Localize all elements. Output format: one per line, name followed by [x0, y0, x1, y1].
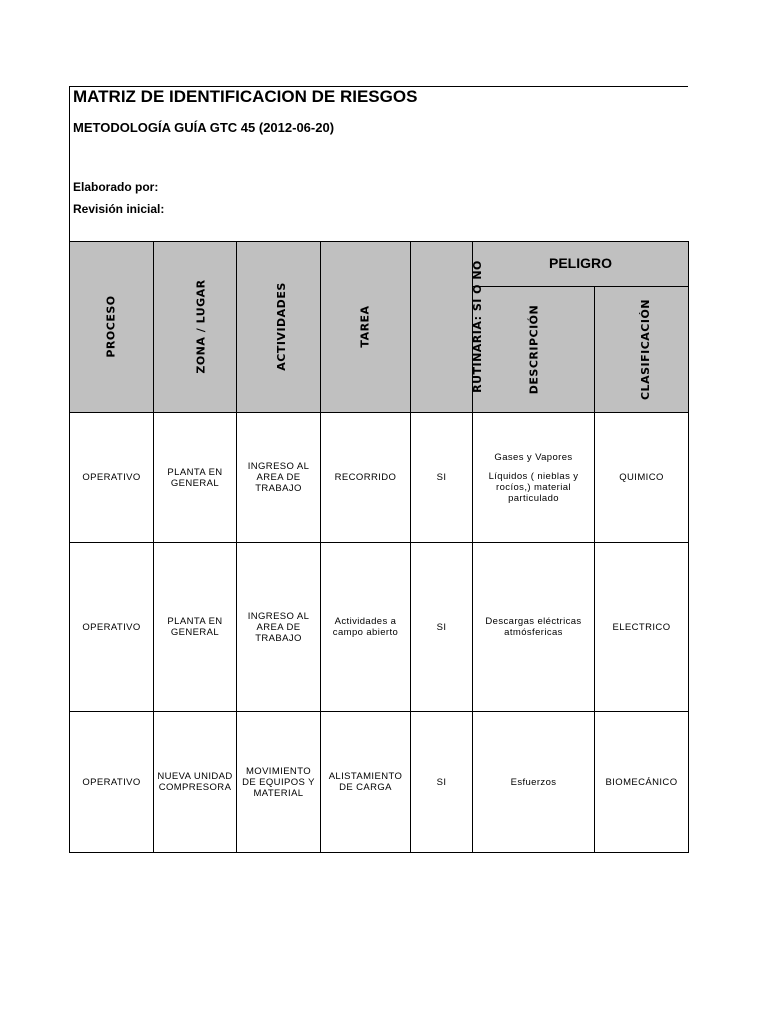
- cell-clasificacion: QUIMICO: [595, 413, 689, 543]
- cell-descripcion: Descargas eléctricas atmósfericas: [473, 543, 595, 712]
- cell-clasificacion: BIOMECÁNICO: [595, 712, 689, 853]
- cell-proceso: OPERATIVO: [70, 543, 154, 712]
- table-row: [70, 712, 689, 853]
- header-descripcion-label: DESCRIPCIÓN: [527, 304, 540, 394]
- descripcion-line-2: Líquidos ( nieblas y rocíos,) material particulado: [488, 470, 579, 504]
- cell-rutinaria: SI: [411, 413, 473, 543]
- header-row: [70, 242, 689, 287]
- cell-actividades: INGRESO AL AREA DE TRABAJO: [237, 413, 321, 543]
- cell-proceso: OPERATIVO: [70, 712, 154, 853]
- header-tarea: [321, 242, 411, 413]
- document-subtitle: METODOLOGÍA GUÍA GTC 45 (2012-06-20): [73, 120, 335, 135]
- cell-zona: PLANTA EN GENERAL: [154, 543, 237, 712]
- cell-tarea: Actividades a campo abierto: [321, 543, 411, 712]
- cell-rutinaria: SI: [411, 543, 473, 712]
- header-actividades-label: ACTIVIDADES: [274, 282, 288, 371]
- cell-descripcion: [473, 413, 595, 543]
- header-zona: [154, 242, 237, 413]
- cell-zona: NUEVA UNIDAD COMPRESORA: [154, 712, 237, 853]
- header-rutinaria-label: RUTINARIA: SI O NO: [470, 260, 484, 393]
- cell-actividades: MOVIMIENTO DE EQUIPOS Y MATERIAL: [237, 712, 321, 853]
- header-proceso-label: PROCESO: [105, 295, 118, 358]
- cell-proceso: OPERATIVO: [70, 413, 154, 543]
- document-header: [69, 86, 688, 241]
- header-rutinaria: [411, 242, 484, 413]
- header-tarea-label: TAREA: [358, 305, 372, 348]
- header-proceso: [70, 242, 154, 413]
- table-row: [70, 543, 689, 712]
- header-actividades: [237, 242, 321, 413]
- header-clasificacion: [595, 287, 689, 413]
- cell-tarea: ALISTAMIENTO DE CARGA: [321, 712, 411, 853]
- risk-table: [69, 241, 689, 853]
- cell-zona: PLANTA EN GENERAL: [154, 413, 237, 543]
- table-row: [70, 413, 689, 543]
- risk-matrix-sheet: [69, 86, 688, 853]
- cell-rutinaria: SI: [411, 712, 473, 853]
- header-peligro: [473, 242, 689, 287]
- document-title: MATRIZ DE IDENTIFICACION DE RIESGOS: [73, 87, 418, 106]
- header-clasificacion-label: CLASIFICACIÓN: [639, 298, 653, 400]
- cell-tarea: RECORRIDO: [321, 413, 411, 543]
- header-descripcion: [473, 287, 595, 413]
- header-peligro-label: PELIGRO: [549, 254, 613, 271]
- revision-inicial-label: Revisión inicial:: [73, 202, 165, 216]
- cell-actividades: INGRESO AL AREA DE TRABAJO: [237, 543, 321, 712]
- elaborado-por-label: Elaborado por:: [73, 180, 159, 194]
- cell-clasificacion: ELECTRICO: [595, 543, 689, 712]
- header-zona-label: ZONA / LUGAR: [194, 279, 208, 374]
- descripcion-line-1: Gases y Vapores: [494, 451, 573, 463]
- cell-descripcion: Esfuerzos: [473, 712, 595, 853]
